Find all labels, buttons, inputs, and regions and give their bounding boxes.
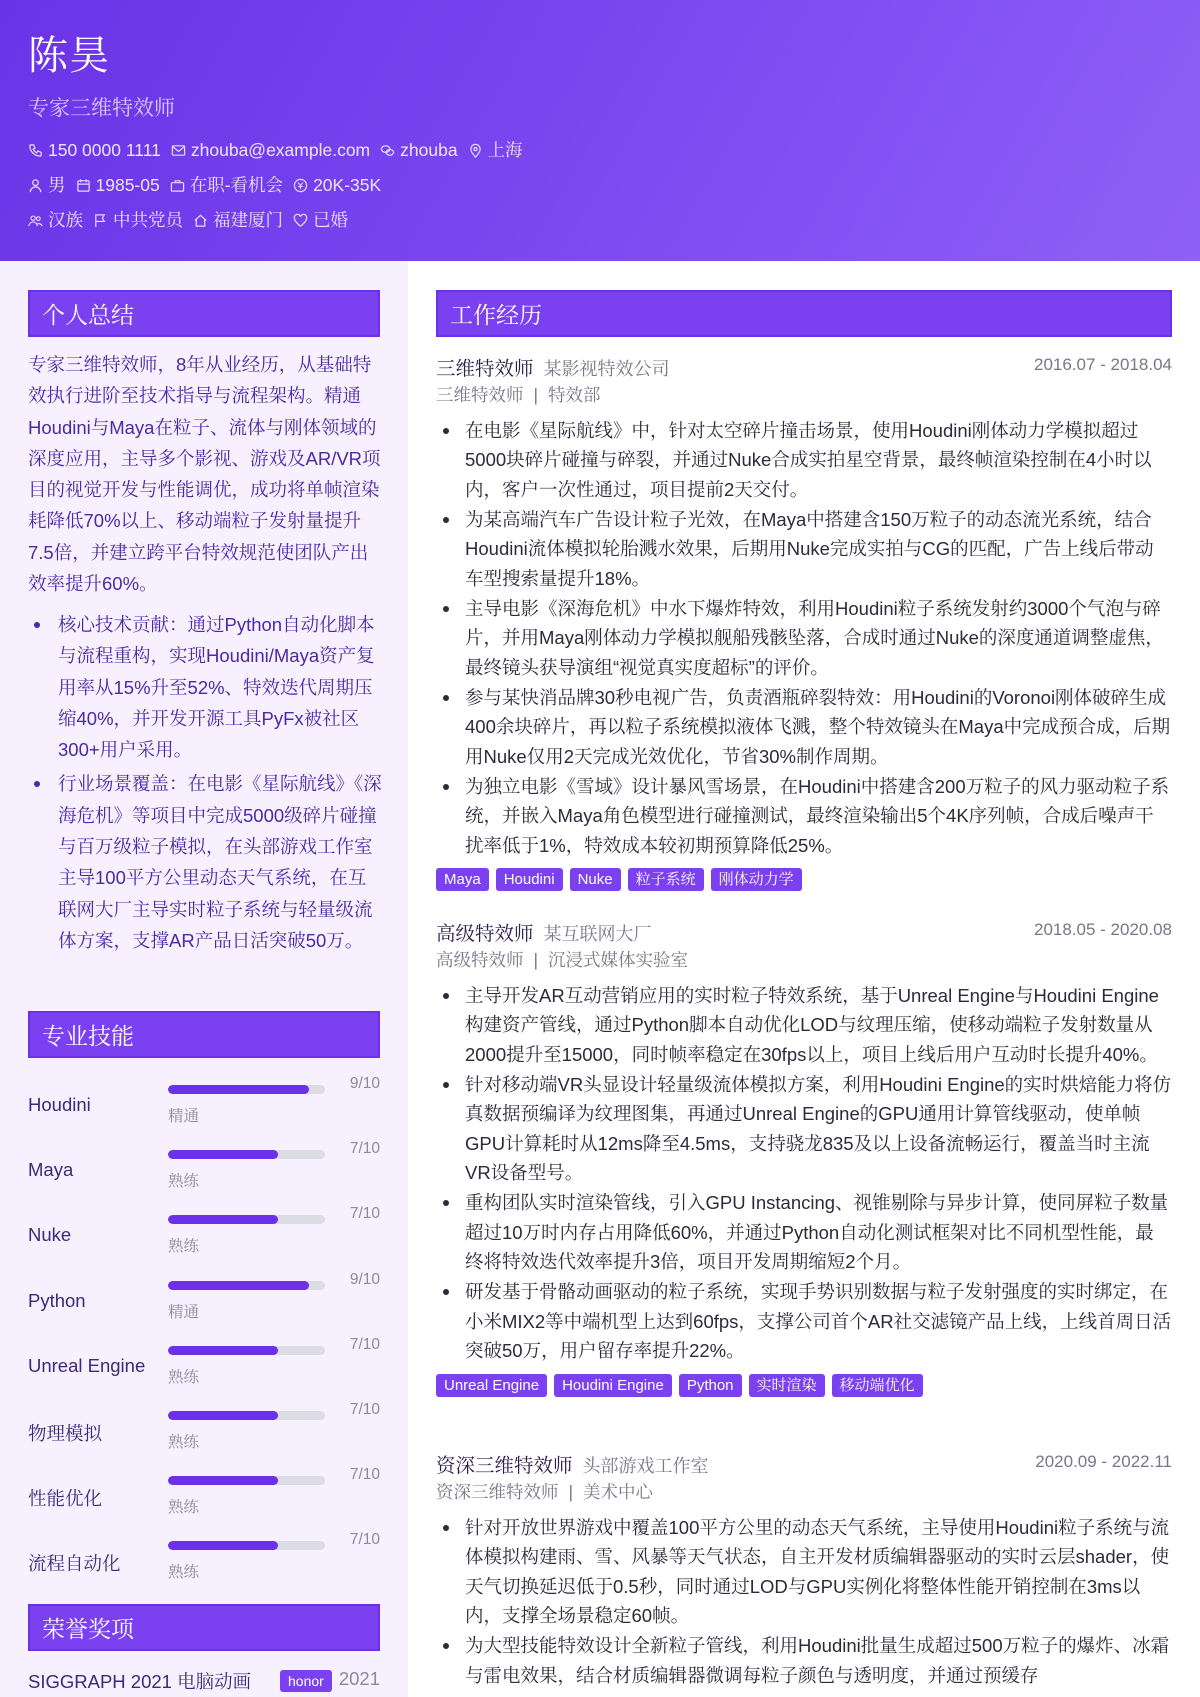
skill-level: 熟练	[168, 1173, 200, 1191]
skill-tag: 粒子系统	[628, 868, 704, 891]
skill-level: 熟练	[168, 1368, 200, 1386]
briefcase-icon	[170, 178, 185, 193]
job-bullet: 为大型技能特效设计全新粒子管线，利用Houdini批量生成超过500万粒子的爆炸、冰霜与雷电效果，结合材质编辑器微调每粒子颜色与透明度，并通过预缓存	[436, 1631, 1172, 1690]
job-bullet: 主导开发AR互动营销应用的实时粒子特效系统，基于Unreal Engine与Houdini Engine构建资产管线，通过Python脚本自动优化LOD与纹理压缩，使移动端粒子发射数量从2000提升至15000，同时帧率稳定在30fps以上，项目上线后用户互动时长提升40%。	[436, 981, 1172, 1069]
job-dept: 美术中心	[583, 1482, 654, 1502]
skill-score: 7/10	[349, 1400, 380, 1418]
skill-row	[28, 1332, 380, 1397]
skill-score: 9/10	[349, 1075, 380, 1092]
job-title: 资深三维特效师	[436, 1455, 573, 1477]
job-bullet: 主导电影《深海危机》中水下爆炸特效，利用Houdini粒子系统发射约3000个气泡与碎片，并用Maya刚体动力学模拟舰船残骸坠落，合成时通过Nuke的深度通道调整虚焦，最终镜头获导演组“视觉真实度超标”的评价。	[436, 594, 1172, 682]
salary-icon	[293, 178, 308, 193]
skill-bar-fill	[168, 1215, 278, 1224]
job-bullets	[436, 981, 1172, 1366]
skill-bar-fill	[168, 1150, 278, 1159]
email-item[interactable]: zhouba@example.com	[171, 139, 370, 161]
skill-tag: 刚体动力学	[711, 868, 802, 891]
skill-row	[28, 1201, 380, 1266]
skill-tag: Houdini Engine	[554, 1374, 672, 1397]
job-company: 某影视特效公司	[543, 359, 670, 379]
skill-tag: Python	[679, 1374, 742, 1397]
skill-row	[28, 1267, 380, 1332]
party-item: 中共党员	[93, 209, 183, 231]
skill-name: Houdini	[28, 1094, 91, 1115]
skill-name: Maya	[28, 1159, 74, 1181]
job-bullets	[436, 1513, 1172, 1690]
job-entry: 资深三维特效师 头部游戏工作室 2020.09 - 2022.11 资深三维特效师 | 美术中心 针对开放世界游戏中覆盖100平方公里的动态天气系统，主导使用Houdini粒子系统与流体模拟构建雨、雪、风暴等天气状态，自主开发材质编辑器驱动的实时云层shader，使天气切换延迟低于0.5秒，同时通过LOD与GPU实例化将整体性能开销控制在3ms以内，支撑全场景稳定60帧。 为大型技能特效设计全新粒子管线，利用Houdini批量生成超过500万粒子的爆炸、冰霜与雷电效果，结合材质编辑器微调每粒子颜色与透明度，并通过预缓存	[436, 1450, 1172, 1691]
skill-score: 7/10	[349, 1531, 380, 1549]
left-column	[0, 261, 408, 1697]
summary-text: 专家三维特效师，8年从业经历，从基础特效执行进阶至技术指导与流程架构。精通Houdini与Maya在粒子、流体与刚体领域的深度应用，主导多个影视、游戏及AR/VR项目的视觉开发与性能调优，成功将单帧渲染耗降低70%以上、移动端粒子发射量提升7.5倍，并建立跨平台特效规范使团队产出效率提升60%。	[28, 354, 381, 595]
skill-level: 精通	[168, 1108, 200, 1125]
heart-icon	[293, 213, 308, 228]
summary-point: 行业场景覆盖：在电影《星际航线》《深海危机》等项目中完成5000级碎片碰撞与百万级粒子模拟，在头部游戏工作室主导100平方公里动态天气系统，在互联网大厂主导实时粒子系统与轻量级流体方案，支撑AR产品日活突破50万。	[28, 768, 384, 956]
job-tags	[436, 1374, 1172, 1397]
job-company: 头部游戏工作室	[582, 1456, 709, 1476]
resume-header	[0, 0, 1200, 261]
summary-points	[28, 609, 384, 959]
location-icon	[468, 143, 483, 158]
skill-bar-fill	[168, 1346, 278, 1355]
contact-row	[28, 139, 1200, 161]
skill-bar-fill	[168, 1411, 278, 1420]
job-entry: 三维特效师 某影视特效公司 2016.07 - 2018.04 三维特效师 | 特效部 在电影《星际航线》中，针对太空碎片撞击场景，使用Houdini刚体动力学模拟超过5000块碎片碰撞与碎裂，并通过Nuke合成实拍星空背景，最终帧渲染控制在4小时以内，客户一次性通过，项目提前2天交付。 为某高端汽车广告设计粒子光效，在Maya中搭建含150万粒子的动态流光系统，结合Houdini流体模拟轮胎溅水效果，后期用Nuke完成实拍与CG的匹配，广告上线后带动车型搜索量提升18%。 主导电影《深海危机》中水下爆炸特效，利用Houdini粒子系统发射约3000个气泡与碎片，并用Maya刚体动力学模拟舰船残骸坠落，合成时通过Nuke的深度通道调整虚焦，最终镜头获导演组“视觉真实度超标”的评价。 参与某快消品牌30秒电视广告，负责酒瓶碎裂特效：用Houdini的Voronoi刚体破碎生成400余块碎片，再以粒子系统模拟液体飞溅，整个特效镜头在Maya中完成预合成，后期用Nuke仅用2天完成光效优化，节省30%制作周期。 为独立电影《雪域》设计暴风雪场景，在Houdini中搭建含200万粒子的风力驱动粒子系统，并嵌入Maya角色模型进行碰撞测试，最终渲染输出5个4K序列帧，合成后噪声干扰率低于1%，特效成本较初期预算降低25%。 Maya Houdini Nuke 粒子系统 刚体动力学	[436, 353, 1172, 891]
skill-level: 熟练	[168, 1564, 200, 1582]
job-date: 2016.07 - 2018.04	[1033, 355, 1172, 374]
honor-title: SIGGRAPH 2021 电脑动画	[28, 1671, 252, 1692]
phone-icon	[28, 143, 43, 158]
skill-tag: Nuke	[570, 868, 621, 891]
candidate-title: 专家三维特效师	[28, 97, 175, 120]
skill-bar	[168, 1346, 325, 1355]
skill-score: 7/10	[349, 1205, 380, 1223]
skill-row	[28, 1397, 380, 1462]
skill-level: 熟练	[168, 1238, 200, 1256]
mail-icon	[171, 143, 186, 158]
job-bullet: 参与某快消品牌30秒电视广告，负责酒瓶碎裂特效：用Houdini的Voronoi刚体破碎生成400余块碎片，再以粒子系统模拟液体飞溅，整个特效镜头在Maya中完成预合成，后期用Nuke仅用2天完成光效优化，节省30%制作周期。	[436, 683, 1172, 771]
background-row	[28, 209, 1200, 231]
honors-heading: 荣誉奖项	[28, 1604, 380, 1651]
skill-bar-fill	[168, 1476, 278, 1485]
skill-score: 7/10	[349, 1335, 380, 1353]
job-title: 三维特效师	[436, 358, 534, 380]
skill-name: Unreal Engine	[28, 1354, 146, 1376]
skill-bar-fill	[168, 1281, 309, 1290]
skill-name: Python	[28, 1289, 86, 1311]
skill-level: 熟练	[168, 1499, 200, 1517]
job-bullet: 重构团队实时渲染管线，引入GPU Instancing、视锥剔除与异步计算，使同屏粒子数量超过10万时内存占用降低60%，并通过Python自动化测试框架对比不同机型性能，最终将特效迭代效率提升3倍，项目开发周期缩短2个月。	[436, 1188, 1172, 1276]
skill-tag: Maya	[436, 868, 489, 891]
job-role: 三维特效师	[436, 385, 524, 405]
job-company: 某互联网大厂	[543, 924, 652, 944]
skill-score: 9/10	[349, 1270, 380, 1288]
job-bullets	[436, 416, 1172, 860]
skill-name: 性能优化	[28, 1488, 103, 1510]
skill-level: 熟练	[168, 1433, 200, 1451]
people-icon	[28, 213, 43, 228]
ethnicity-item: 汉族	[28, 209, 83, 231]
job-role: 高级特效师	[436, 950, 524, 970]
skill-name: 流程自动化	[28, 1553, 121, 1575]
location-item: 上海	[468, 139, 523, 161]
job-entry: 高级特效师 某互联网大厂 2018.05 - 2020.08 高级特效师 | 沉浸式媒体实验室 主导开发AR互动营销应用的实时粒子特效系统，基于Unreal Engine与Houdini Engine构建资产管线，通过Python脚本自动优化LOD与纹理压缩，使移动端粒子发射数量从2000提升至15000，同时帧率稳定在30fps以上，项目上线后用户互动时长提升40%。 针对移动端VR头显设计轻量级流体模拟方案，利用Houdini Engine的实时烘焙能力将仿真数据预编译为纹理图集，再通过Unreal Engine的GPU通用计算管线驱动，使单帧GPU计算耗时从12ms降至4.5ms，支持骁龙835及以上设备流畅运行，覆盖当时主流VR设备型号。 重构团队实时渲染管线，引入GPU Instancing、视锥剔除与异步计算，使同屏粒子数量超过10万时内存占用降低60%，并通过Python自动化测试框架对比不同机型性能，最终将特效迭代效率提升3倍，项目开发周期缩短2个月。 研发基于骨骼动画驱动的粒子系统，实现手势识别数据与粒子发射强度的实时绑定，在小米MIX2等中端机型上达到60fps，支撑公司首个AR社交滤镜产品上线，上线首周日活突破50万，用户留存率提升22%。 Unreal Engine Houdini Engine Python 实时渲染 移动端优化	[436, 918, 1172, 1397]
skill-tag: 移动端优化	[832, 1374, 923, 1397]
skills-list	[28, 1071, 380, 1593]
skill-bar	[168, 1085, 325, 1094]
skill-name: Nuke	[28, 1224, 72, 1246]
job-date: 2020.09 - 2022.11	[1035, 1452, 1172, 1471]
home-icon	[193, 213, 208, 228]
job-date: 2018.05 - 2020.08	[1033, 920, 1172, 939]
job-bullet: 研发基于骨骼动画驱动的粒子系统，实现手势识别数据与粒子发射强度的实时绑定，在小米MIX2等中端机型上达到60fps，支撑公司首个AR社交滤镜产品上线，上线首周日活突破50万，用户留存率提升22%。	[436, 1277, 1172, 1365]
skill-tag: 实时渲染	[749, 1374, 825, 1397]
summary-heading: 个人总结	[28, 290, 380, 337]
user-icon	[28, 178, 43, 193]
skill-name: 物理模拟	[28, 1422, 103, 1444]
skill-row	[28, 1462, 380, 1527]
skill-tag: Unreal Engine	[436, 1374, 547, 1397]
skill-bar-fill	[168, 1085, 309, 1094]
job-bullet: 为独立电影《雪域》设计暴风雪场景，在Houdini中搭建含200万粒子的风力驱动粒子系统，并嵌入Maya角色模型进行碰撞测试，最终渲染输出5个4K序列帧，合成后噪声干扰率低于1%，特效成本较初期预算降低25%。	[436, 772, 1172, 860]
job-bullet: 针对移动端VR头显设计轻量级流体模拟方案，利用Houdini Engine的实时烘焙能力将仿真数据预编译为纹理图集，再通过Unreal Engine的GPU通用计算管线驱动，使单帧GPU计算耗时从12ms降至4.5ms，支持骁龙835及以上设备流畅运行，覆盖当时主流VR设备型号。	[436, 1070, 1172, 1188]
skill-row	[28, 1527, 380, 1592]
skill-bar	[168, 1411, 325, 1420]
skill-score: 7/10	[349, 1140, 380, 1158]
honor-year: 2021	[338, 1668, 380, 1689]
marital-item: 已婚	[293, 209, 348, 231]
flag-icon	[93, 213, 108, 228]
job-role: 资深三维特效师	[436, 1482, 559, 1502]
honor-item	[28, 1668, 380, 1694]
skill-row	[28, 1071, 380, 1136]
skill-bar	[168, 1281, 325, 1290]
skill-bar	[168, 1215, 325, 1224]
personal-row	[28, 174, 1200, 196]
skill-tag: Houdini	[496, 868, 563, 891]
skill-score: 7/10	[349, 1466, 380, 1484]
skill-bar-fill	[168, 1541, 278, 1550]
job-bullet: 针对开放世界游戏中覆盖100平方公里的动态天气系统，主导使用Houdini粒子系统与流体模拟构建雨、雪、风暴等天气状态，自主开发材质编辑器驱动的实时云层shader，使天气切换延迟低于0.5秒，同时通过LOD与GPU实例化将整体性能开销控制在3ms以内，支撑全场景稳定60帧。	[436, 1513, 1172, 1631]
phone-item[interactable]: 150 0000 1111	[28, 139, 161, 161]
skill-level: 精通	[168, 1303, 200, 1321]
summary-point: 核心技术贡献：通过Python自动化脚本与流程重构，实现Houdini/Maya资产复用率从15%升至52%、特效迭代周期压缩40%，并开发开源工具PyFx被社区300+用户采用。	[28, 609, 384, 765]
skill-bar	[168, 1541, 325, 1550]
candidate-name: 陈昊	[28, 34, 110, 78]
honor-badge: honor	[280, 1670, 332, 1692]
birth-item: 1985-05	[76, 174, 160, 196]
job-bullet: 在电影《星际航线》中，针对太空碎片撞击场景，使用Houdini刚体动力学模拟超过5000块碎片碰撞与碎裂，并通过Nuke合成实拍星空背景，最终帧渲染控制在4小时以内，客户一次性通过，项目提前2天交付。	[436, 416, 1172, 504]
job-dept: 沉浸式媒体实验室	[548, 950, 689, 970]
wechat-item[interactable]: zhouba	[380, 139, 457, 161]
job-title: 高级特效师	[436, 923, 534, 945]
skill-bar	[168, 1150, 325, 1159]
experience-heading: 工作经历	[436, 290, 1172, 337]
wechat-icon	[380, 143, 395, 158]
job-dept: 特效部	[548, 385, 601, 405]
skills-heading: 专业技能	[28, 1011, 380, 1058]
skill-bar	[168, 1476, 325, 1485]
hometown-item: 福建厦门	[193, 209, 283, 231]
job-bullet: 为某高端汽车广告设计粒子光效，在Maya中搭建含150万粒子的动态流光系统，结合Houdini流体模拟轮胎溅水效果，后期用Nuke完成实拍与CG的匹配，广告上线后带动车型搜索量提升18%。	[436, 505, 1172, 593]
skill-row	[28, 1136, 380, 1201]
gender-item: 男	[28, 174, 66, 196]
job-tags	[436, 868, 1172, 891]
status-item: 在职-看机会	[170, 174, 283, 196]
calendar-icon	[76, 178, 91, 193]
salary-item: 20K-35K	[293, 174, 381, 196]
